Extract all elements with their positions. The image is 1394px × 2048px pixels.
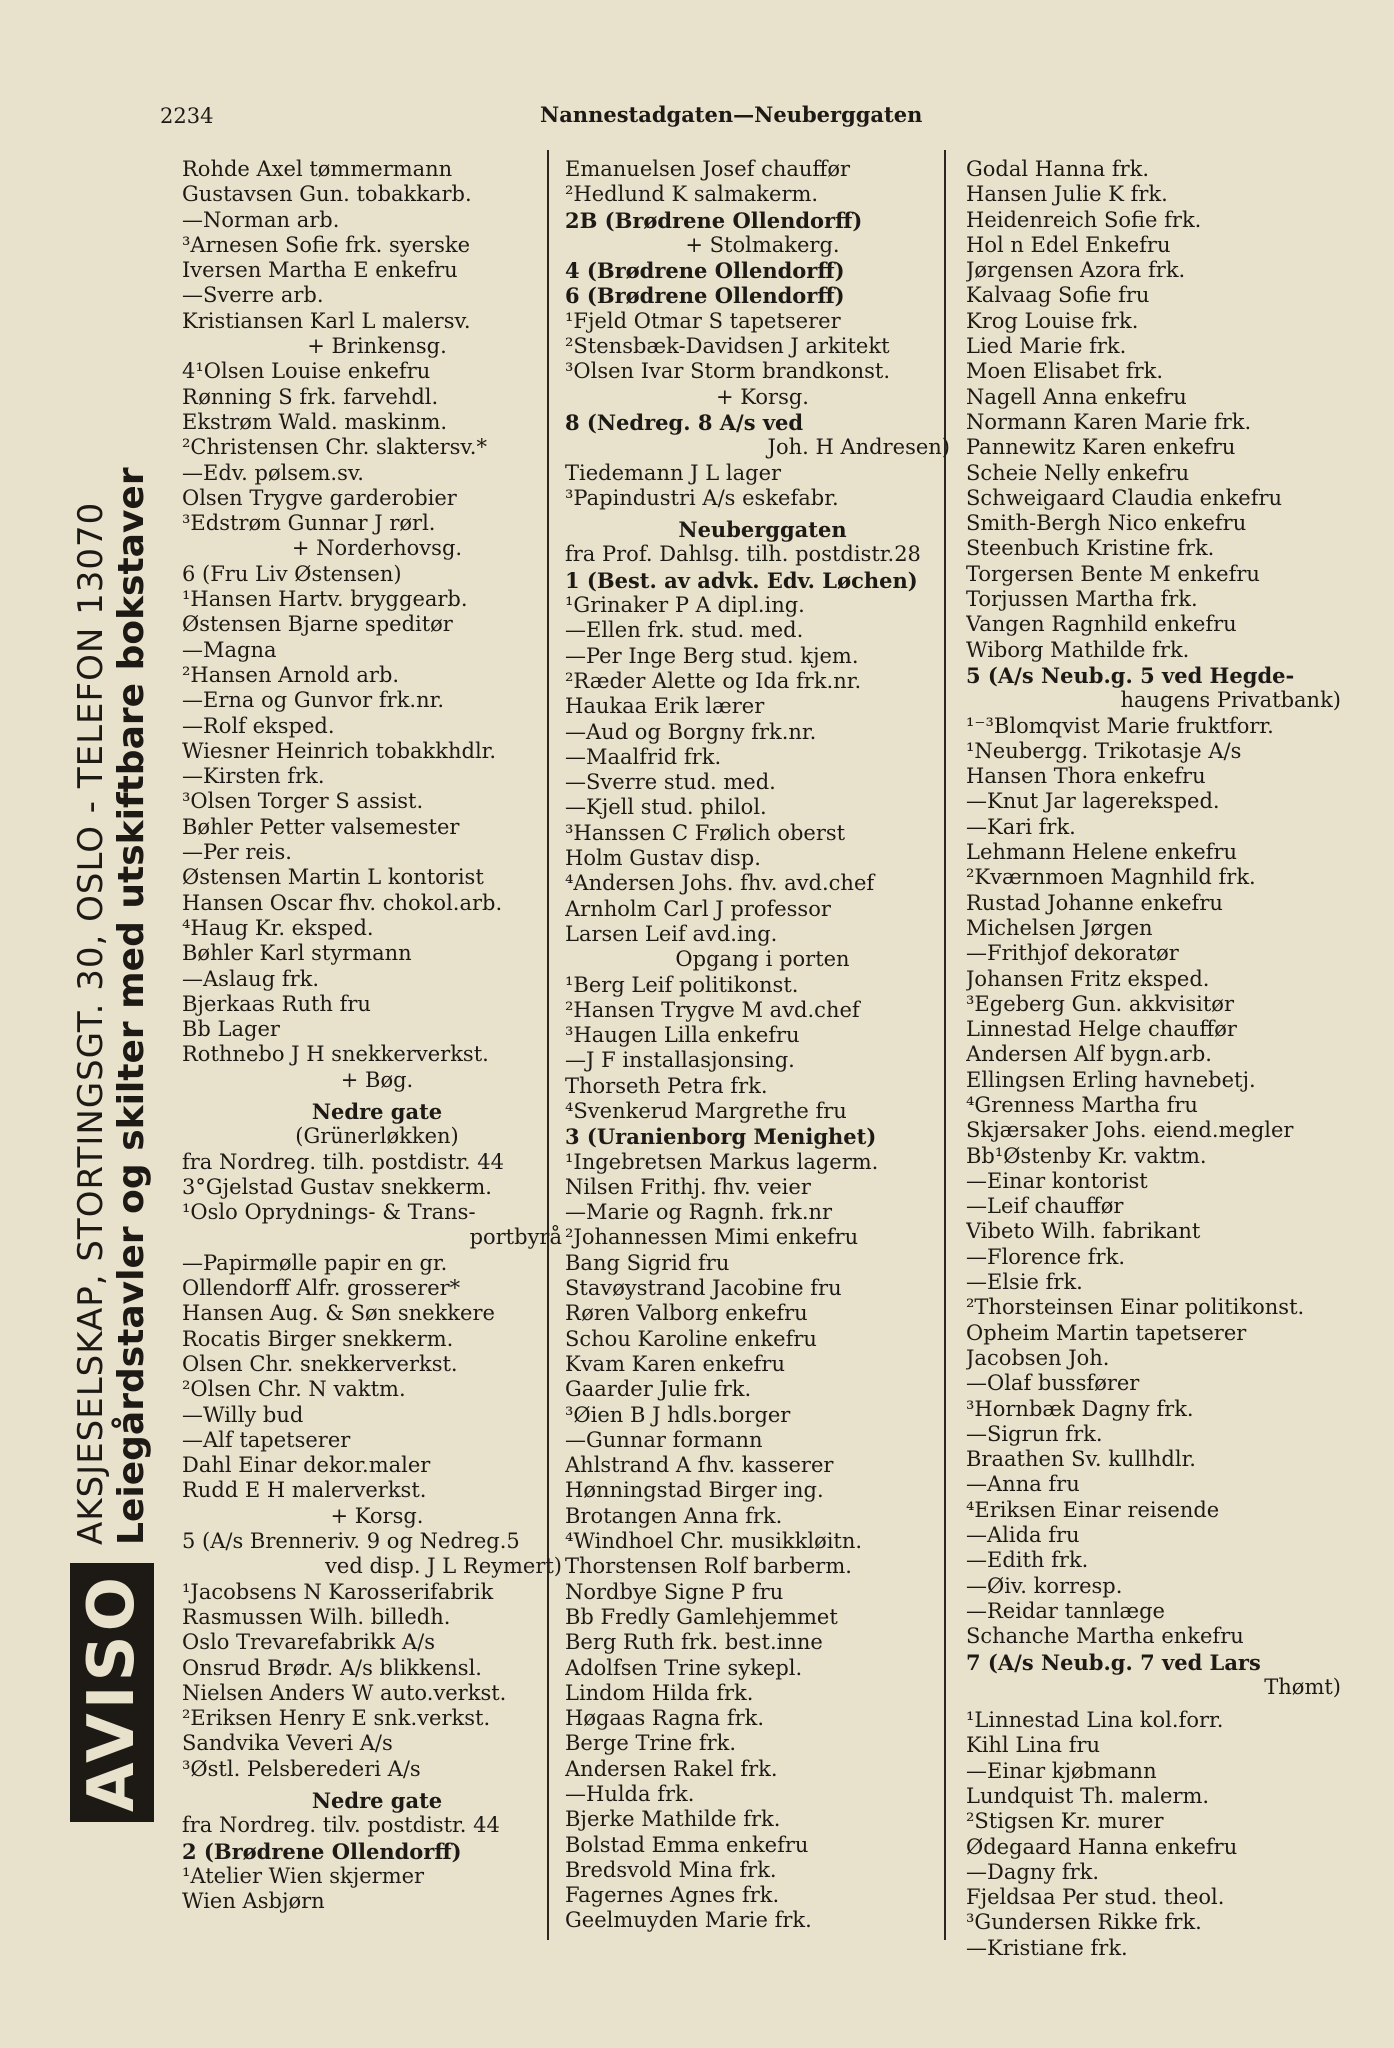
directory-entry: ⁴Haug Kr. eksped.: [182, 915, 374, 940]
directory-entry: ³Gundersen Rikke frk.: [966, 1910, 1202, 1935]
directory-entry: Lindom Hilda frk.: [565, 1680, 754, 1705]
directory-entry: —Magna: [182, 637, 277, 662]
directory-entry: ¹Atelier Wien skjermer: [182, 1863, 425, 1888]
directory-entry: Ødegaard Hanna enkefru: [966, 1834, 1238, 1859]
directory-entry: —Sverre arb.: [182, 283, 324, 308]
directory-entry: Hansen Aug. & Søn snekkere: [182, 1301, 495, 1326]
directory-entry: Larsen Leif avd.ing.: [565, 921, 778, 946]
directory-entry: Nordbye Signe P fru: [565, 1579, 784, 1604]
directory-entry: Ollendorff Alfr. grosserer*: [182, 1276, 461, 1301]
directory-entry: —Papirmølle papir en gr.: [182, 1250, 448, 1275]
directory-entry: Iversen Martha E enkefru: [182, 258, 458, 283]
directory-entry: Hønningstad Birger ing.: [565, 1478, 824, 1503]
directory-entry: fra Nordreg. tilh. postdistr. 44: [182, 1149, 504, 1174]
directory-entry: ³Arnesen Sofie frk. syerske: [182, 232, 471, 257]
directory-entry: —Rolf eksped.: [182, 713, 335, 738]
directory-entry: Holm Gustav disp.: [565, 846, 761, 871]
directory-entry: ²Stensbæk-Davidsen J arkitekt: [565, 334, 890, 359]
directory-entry: 5 (A/s Neub.g. 5 ved Hegde-: [966, 662, 1295, 688]
directory-entry: Jørgensen Azora frk.: [966, 258, 1186, 283]
directory-entry: —Reidar tannlæge: [966, 1598, 1165, 1623]
directory-entry: Krog Louise frk.: [966, 308, 1139, 333]
directory-entry: ¹Hansen Hartv. bryggearb.: [182, 587, 468, 612]
directory-entry: 6 (Brødrene Ollendorff): [565, 283, 845, 309]
directory-entry: Rustad Johanne enkefru: [966, 890, 1223, 915]
directory-entry: —Olaf bussfører: [966, 1371, 1140, 1396]
directory-entry: Lundquist Th. malerm.: [966, 1784, 1210, 1808]
directory-entry: —Gunnar formann: [565, 1427, 763, 1452]
directory-entry: Wien Asbjørn: [182, 1889, 325, 1914]
directory-entry: —Alida fru: [966, 1523, 1080, 1548]
directory-entry: —Edv. pølsem.sv.: [182, 460, 364, 485]
directory-entry: Hansen Thora enkefru: [966, 764, 1206, 789]
directory-entry: —Dagny frk.: [966, 1859, 1100, 1884]
directory-entry: —Willy bud: [182, 1402, 304, 1427]
directory-entry: Wiesner Heinrich tobakkhdlr.: [182, 738, 497, 763]
directory-entry: Haukaa Erik lærer: [565, 694, 765, 719]
directory-entry: portbyrå: [469, 1225, 562, 1250]
directory-entry: —Sigrun frk.: [966, 1421, 1103, 1446]
directory-entry: 7 (A/s Neub.g. 7 ved Lars: [966, 1649, 1261, 1675]
directory-entry: ¹Grinaker P A dipl.ing.: [565, 593, 805, 618]
directory-entry: ⁴Svenkerud Margrethe fru: [565, 1098, 847, 1123]
directory-entry: ¹⁻³Blomqvist Marie fruktforr.: [966, 713, 1274, 738]
directory-entry: + Brinkensg.: [307, 334, 447, 359]
directory-entry: Skjærsaker Johs. eiend.megler: [966, 1118, 1294, 1143]
directory-entry: ¹Linnestad Lina kol.forr.: [966, 1708, 1224, 1733]
directory-entry: ⁴Andersen Johs. fhv. avd.chef: [565, 871, 875, 896]
directory-entry: —Ellen frk. stud. med.: [565, 618, 804, 643]
directory-entry: Kvam Karen enkefru: [565, 1351, 785, 1376]
directory-entry: ²Christensen Chr. slaktersv.*: [182, 435, 487, 460]
directory-entry: Rønning S frk. farvehdl.: [182, 384, 439, 409]
directory-entry: 8 (Nedreg. 8 A/s ved: [565, 409, 804, 435]
directory-entry: —Hulda frk.: [565, 1782, 695, 1806]
directory-entry: Kihl Lina fru: [966, 1733, 1101, 1758]
directory-entry: —Knut Jar lagereksped.: [966, 789, 1220, 814]
directory-entry: (Grünerløkken): [295, 1124, 459, 1149]
directory-entry: ³Olsen Torger S assist.: [182, 789, 424, 814]
directory-entry: Thømt): [1264, 1674, 1341, 1699]
directory-column-2: [565, 157, 960, 1934]
directory-entry: ²Thorsteinsen Einar politikonst.: [966, 1295, 1305, 1320]
directory-entry: Gaarder Julie frk.: [565, 1377, 752, 1402]
directory-entry: + Bøg.: [340, 1067, 414, 1092]
directory-entry: ³Østl. Pelsberederi A/s: [182, 1756, 421, 1781]
directory-entry: Andersen Alf bygn.arb.: [966, 1042, 1212, 1067]
directory-entry: Andersen Rakel frk.: [565, 1756, 778, 1781]
directory-entry: Østensen Martin L kontorist: [182, 865, 484, 890]
directory-entry: Arnholm Carl J professor: [565, 896, 831, 921]
directory-entry: —Alf tapetserer: [182, 1427, 351, 1452]
directory-entry: —Einar kjøbmann: [966, 1758, 1157, 1783]
directory-entry: Rudd E H malerverkst.: [182, 1478, 427, 1503]
directory-entry: 3°Gjelstad Gustav snekkerm.: [182, 1174, 492, 1199]
directory-entry: ³Hanssen C Frølich oberst: [565, 820, 846, 845]
directory-entry: Kalvaag Sofie fru: [966, 283, 1150, 308]
directory-entry: Olsen Chr. snekkerverkst.: [182, 1351, 458, 1376]
directory-entry: ¹Fjeld Otmar S tapetserer: [565, 308, 841, 333]
directory-entry: Bang Sigrid fru: [565, 1250, 730, 1275]
advertisement-text: [72, 467, 152, 1545]
directory-entry: ¹Berg Leif politikonst.: [565, 972, 799, 997]
running-title: Nannestadgaten—Neuberggaten: [540, 102, 923, 127]
directory-entry: Jacobsen Joh.: [966, 1345, 1110, 1370]
directory-entry: Høgaas Ragna frk.: [565, 1706, 765, 1731]
advertisement-strip: [62, 270, 162, 1822]
directory-entry: Berge Trine frk.: [565, 1731, 737, 1756]
directory-entry: Bøhler Karl styrmann: [182, 941, 412, 966]
directory-entry: —Erna og Gunvor frk.nr.: [182, 688, 445, 713]
directory-entry: Schweigaard Claudia enkefru: [966, 485, 1283, 510]
directory-entry: ⁴Eriksen Einar reisende: [966, 1497, 1220, 1522]
directory-entry: Rothnebo J H snekkerverkst.: [182, 1042, 489, 1067]
directory-entry: Godal Hanna frk.: [966, 157, 1150, 181]
directory-entry: Kristiansen Karl L malersv.: [182, 308, 471, 333]
directory-entry: ²Hansen Trygve M avd.chef: [565, 997, 860, 1022]
directory-entry: ²Johannessen Mimi enkefru: [565, 1225, 859, 1250]
directory-entry: Wiborg Mathilde frk.: [966, 637, 1190, 662]
directory-entry: Johansen Fritz eksped.: [966, 966, 1210, 991]
directory-entry: Geelmuyden Marie frk.: [565, 1908, 812, 1933]
directory-entry: Bjerke Mathilde frk.: [565, 1807, 781, 1832]
directory-entry: Olsen Trygve garderobier: [182, 485, 457, 510]
directory-entry: Bjerkaas Ruth fru: [182, 991, 371, 1016]
directory-entry: Torgersen Bente M enkefru: [966, 561, 1260, 586]
directory-entry: Lehmann Helene enkefru: [966, 840, 1238, 865]
directory-entry: Bolstad Emma enkefru: [565, 1832, 809, 1857]
directory-entry: fra Prof. Dahlsg. tilh. postdistr.28: [565, 542, 921, 567]
directory-entry: 4 (Brødrene Ollendorff): [565, 258, 845, 284]
directory-entry: 3 (Uranienborg Menighet): [565, 1124, 877, 1150]
directory-column-1: [182, 157, 572, 1914]
directory-entry: —Sverre stud. med.: [565, 770, 776, 795]
directory-entry: Smith-Bergh Nico enkefru: [966, 511, 1247, 536]
directory-entry: —Edith frk.: [966, 1548, 1089, 1573]
directory-entry: Scheie Nelly enkefru: [966, 460, 1190, 485]
directory-entry: —Per Inge Berg stud. kjem.: [565, 643, 859, 668]
directory-entry: Dahl Einar dekor.maler: [182, 1453, 431, 1478]
directory-entry: Bb Fredly Gamlehjemmet: [565, 1604, 838, 1629]
directory-entry: Ekstrøm Wald. maskinm.: [182, 409, 448, 434]
directory-entry: ²Olsen Chr. N vaktm.: [182, 1377, 406, 1402]
directory-entry: Østensen Bjarne speditør: [182, 612, 453, 637]
directory-entry: Nagell Anna enkefru: [966, 384, 1187, 409]
directory-entry: Vangen Ragnhild enkefru: [966, 612, 1237, 637]
directory-entry: Emanuelsen Josef chauffør: [565, 157, 851, 181]
directory-entry: Thorstensen Rolf barberm.: [565, 1554, 852, 1579]
directory-entry: + Korsg.: [330, 1503, 424, 1528]
directory-entry: —Kirsten frk.: [182, 764, 325, 789]
directory-entry: 5 (A/s Brenneriv. 9 og Nedreg.5: [182, 1529, 520, 1554]
advertisement-address: AKSJESELSKAP, STORTINGSGT. 30, OSLO - TELEFON 13070: [70, 501, 111, 1545]
directory-entry: haugens Privatbank): [1120, 688, 1341, 713]
directory-entry: ²Hedlund K salmakerm.: [565, 182, 819, 207]
directory-entry: fra Nordreg. tilv. postdistr. 44: [182, 1813, 500, 1838]
aviso-logo: AVISO: [70, 1563, 154, 1822]
directory-entry: ³Egeberg Gun. akkvisitør: [966, 991, 1234, 1016]
directory-entry: Steenbuch Kristine frk.: [966, 536, 1215, 561]
directory-entry: 4¹Olsen Louise enkefru: [182, 359, 431, 384]
directory-column-3: [966, 157, 1351, 1961]
directory-entry: ³Hornbæk Dagny frk.: [966, 1396, 1194, 1421]
directory-entry: —Elsie frk.: [966, 1270, 1083, 1295]
directory-entry: Normann Karen Marie frk.: [966, 409, 1252, 434]
directory-entry: ²Ræder Alette og Ida frk.nr.: [565, 668, 862, 693]
directory-entry: Onsrud Brødr. A/s blikkensl.: [182, 1655, 482, 1680]
directory-entry: ²Hansen Arnold arb.: [182, 662, 400, 687]
directory-entry: Thorseth Petra frk.: [565, 1073, 768, 1098]
directory-entry: —Kristiane frk.: [966, 1935, 1128, 1960]
directory-entry: Brotangen Anna frk.: [565, 1503, 783, 1528]
directory-entry: —Kjell stud. philol.: [565, 795, 767, 820]
directory-entry: Fjeldsaa Per stud. theol.: [966, 1885, 1225, 1910]
street-heading: Neuberggaten: [678, 517, 847, 543]
directory-entry: Braathen Sv. kullhdlr.: [966, 1447, 1196, 1472]
directory-entry: Heidenreich Sofie frk.: [966, 207, 1202, 232]
directory-entry: Opgang i porten: [675, 947, 850, 972]
directory-entry: Stavøystrand Jacobine fru: [565, 1276, 842, 1301]
directory-entry: + Korsg.: [716, 384, 809, 409]
directory-entry: Oslo Trevarefabrikk A/s: [182, 1630, 435, 1655]
directory-entry: Vibeto Wilh. fabrikant: [966, 1219, 1201, 1244]
directory-entry: —Kari frk.: [966, 814, 1076, 839]
directory-entry: Hol n Edel Enkefru: [966, 232, 1171, 257]
directory-entry: ³Øien B J hdls.borger: [565, 1402, 791, 1427]
directory-entry: —Marie og Ragnh. frk.nr: [565, 1200, 833, 1225]
street-heading: Nedre gate: [311, 1788, 443, 1813]
directory-entry: ³Edstrøm Gunnar J rørl.: [182, 511, 436, 536]
directory-entry: ²Eriksen Henry E snk.verkst.: [182, 1706, 491, 1731]
directory-entry: ved disp. J L Reymert): [325, 1554, 562, 1579]
directory-entry: Schou Karoline enkefru: [565, 1326, 817, 1351]
directory-entry: —Florence frk.: [966, 1244, 1125, 1269]
directory-entry: ²Kværnmoen Magnhild frk.: [966, 865, 1256, 890]
directory-entry: 1 (Best. av advk. Edv. Løchen): [565, 567, 918, 593]
directory-entry: Bb Lager: [182, 1017, 280, 1042]
directory-entry: 6 (Fru Liv Østensen): [182, 561, 402, 586]
directory-entry: Torjussen Martha frk.: [966, 587, 1198, 612]
directory-entry: Lied Marie frk.: [966, 334, 1127, 359]
directory-entry: + Stolmakerg.: [685, 232, 840, 257]
directory-entry: Nilsen Frithj. fhv. veier: [565, 1174, 811, 1199]
directory-entry: ¹Ingebretsen Markus lagerm.: [565, 1149, 879, 1174]
page-header: [150, 104, 1044, 140]
directory-entry: ⁴Windhoel Chr. musikkløitn.: [565, 1529, 863, 1554]
directory-entry: Tiedemann J L lager: [565, 460, 782, 485]
directory-entry: Pannewitz Karen enkefru: [966, 435, 1236, 460]
directory-entry: Rocatis Birger snekkerm.: [182, 1326, 454, 1351]
directory-entry: —Anna fru: [966, 1472, 1080, 1497]
directory-entry: —Norman arb.: [182, 207, 340, 232]
directory-entry: Gustavsen Gun. tobakkarb.: [182, 182, 472, 207]
directory-entry: Joh. H Andresen): [767, 435, 950, 460]
directory-entry: ³Haugen Lilla enkefru: [565, 1023, 800, 1048]
directory-entry: Moen Elisabet frk.: [966, 359, 1164, 384]
directory-entry: ²Stigsen Kr. murer: [966, 1809, 1164, 1834]
directory-entry: + Norderhovsg.: [291, 536, 463, 561]
directory-entry: Hansen Oscar fhv. chokol.arb.: [182, 890, 503, 915]
directory-entry: Røren Valborg enkefru: [565, 1301, 808, 1326]
directory-entry: —Aud og Borgny frk.nr.: [565, 719, 817, 744]
directory-entry: 2B (Brødrene Ollendorff): [565, 207, 863, 233]
directory-entry: —Leif chauffør: [966, 1194, 1124, 1219]
advertisement-content: [62, 270, 162, 1822]
directory-entry: —Maalfrid frk.: [565, 744, 722, 769]
directory-entry: —J F installasjonsing.: [565, 1048, 795, 1073]
directory-entry: —Per reis.: [182, 840, 292, 865]
directory-entry: —Frithjof dekoratør: [966, 941, 1179, 966]
directory-entry: ⁴Grenness Martha fru: [966, 1092, 1198, 1117]
directory-entry: ¹Neubergg. Trikotasje A/s: [966, 738, 1242, 763]
directory-entry: ³Olsen Ivar Storm brandkonst.: [565, 359, 890, 384]
directory-entry: ¹Jacobsens N Karosserifabrik: [182, 1579, 494, 1604]
page-number: 2234: [160, 104, 214, 128]
directory-entry: —Einar kontorist: [966, 1168, 1148, 1193]
advertisement-slogan: Leiegårdstavler og skilter med utskiftbare bokstaver: [110, 467, 152, 1545]
directory-entry: Schanche Martha enkefru: [966, 1624, 1244, 1649]
directory-entry: Hansen Julie K frk.: [966, 182, 1168, 207]
directory-entry: Nielsen Anders W auto.verkst.: [182, 1680, 507, 1705]
directory-entry: Berg Ruth frk. best.inne: [565, 1630, 823, 1655]
directory-entry: Bredsvold Mina frk.: [565, 1857, 777, 1882]
directory-entry: Rohde Axel tømmermann: [182, 157, 453, 181]
directory-entry: ¹Oslo Oprydnings- & Trans-: [182, 1200, 476, 1225]
directory-entry: Ahlstrand A fhv. kasserer: [565, 1453, 834, 1478]
street-heading: Nedre gate: [311, 1098, 443, 1124]
directory-entry: Ellingsen Erling havnebetj.: [966, 1067, 1256, 1092]
directory-entry: Bøhler Petter valsemester: [182, 814, 460, 839]
directory-entry: ³Papindustri A/s eskefabr.: [565, 485, 839, 510]
directory-entry: Adolfsen Trine sykepl.: [565, 1655, 803, 1680]
directory-entry: Sandvika Veveri A/s: [182, 1731, 393, 1756]
directory-entry: Linnestad Helge chauffør: [966, 1017, 1237, 1042]
directory-entry: Michelsen Jørgen: [966, 915, 1153, 940]
directory-entry: Opheim Martin tapetserer: [966, 1320, 1247, 1345]
directory-entry: Fagernes Agnes frk.: [565, 1883, 780, 1908]
directory-entry: Rasmussen Wilh. billedh.: [182, 1604, 451, 1629]
directory-entry: 2 (Brødrene Ollendorff): [182, 1838, 462, 1864]
directory-entry: Bb¹Østenby Kr. vaktm.: [966, 1143, 1207, 1168]
directory-entry: —Øiv. korresp.: [966, 1573, 1123, 1598]
directory-entry: —Aslaug frk.: [182, 966, 320, 991]
